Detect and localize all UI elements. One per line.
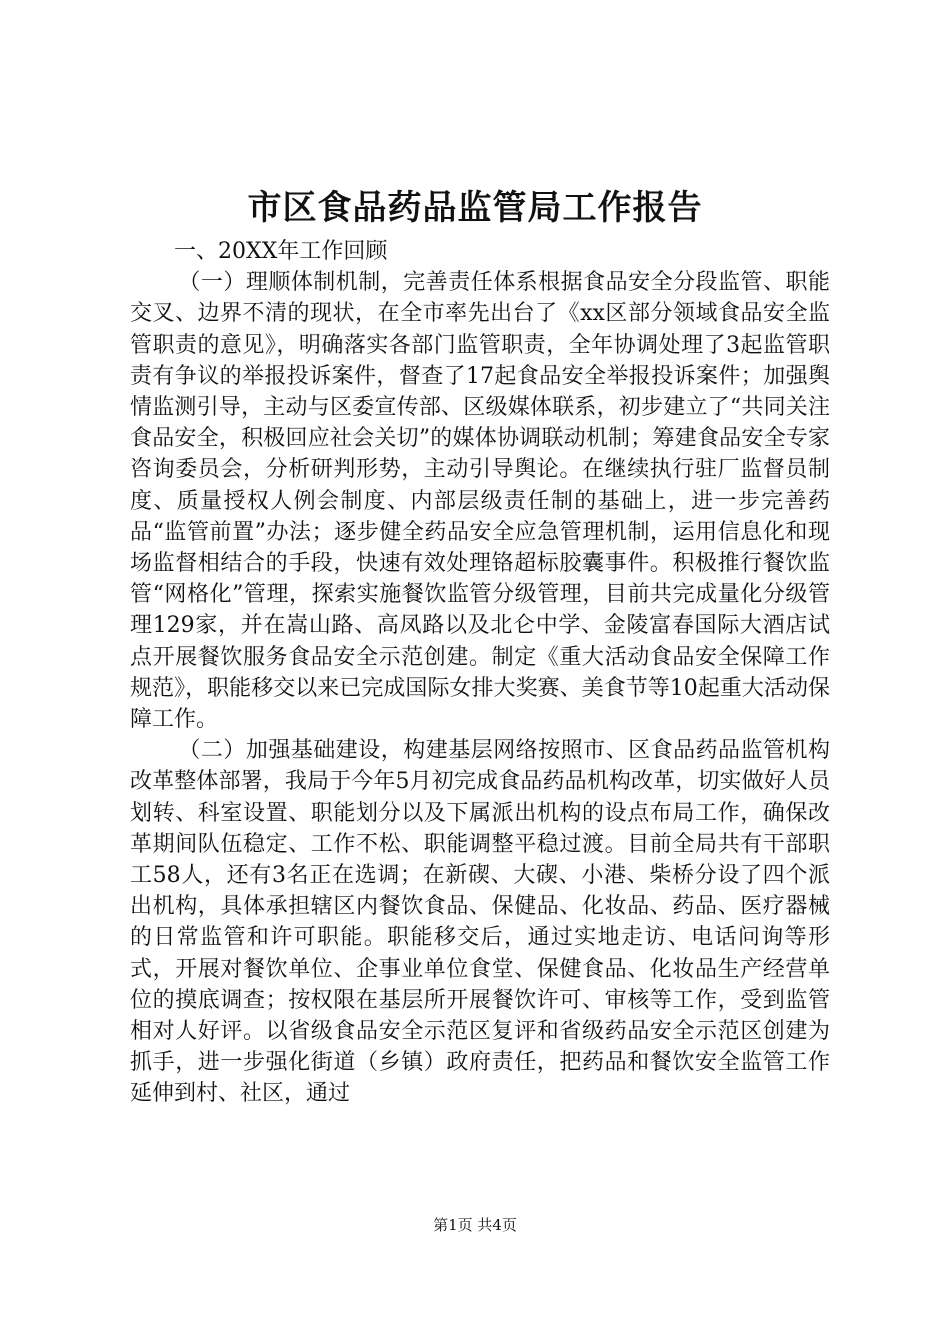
body-paragraph-2: （二）加强基础建设，构建基层网络按照市、区食品药品监管机构改革整体部署，我局于今年5月初完成食品药品机构改革，切实做好人员划转、科室设置、职能划分以及下属派出机构的设点布局工作，确保改革期间队伍稳定、工作不松、职能调整平稳过渡。目前全局共有干部职工58人，还有3名正在选调；在新碶、大碶、小港、柴桥分设了四个派出机构，具体承担辖区内餐饮食品、保健品、化妆品、药品、医疗器械的日常监管和许可职能。职能移交后，通过实地走访、电话问询等形式，开展对餐饮单位、企事业单位食堂、保健食品、化妆品生产经营单位的摸底调查；按权限在基层所开展餐饮许可、审核等工作，受到监管相对人好评。以省级食品安全示范区复评和省级药品安全示范区创建为抓手，进一步强化街道（乡镇）政府责任，把药品和餐饮安全监管工作延伸到村、社区，通过 — [130, 738, 830, 1107]
document-title: 市区食品药品监管局工作报告 — [247, 188, 703, 228]
body-paragraph-1: （一）理顺体制机制，完善责任体系根据食品安全分段监管、职能交叉、边界不清的现状，在全市率先出台了《xx区部分领域食品安全监管职责的意见》，明确落实各部门监管职责，全年协调处理了3起监管职责有争议的举报投诉案件，督查了17起食品安全举报投诉案件；加强舆情监测引导，主动与区委宣传部、区级媒体联系，初步建立了“共同关注食品安全，积极回应社会关切”的媒体协调联动机制；筹建食品安全专家咨询委员会，分析研判形势，主动引导舆论。在继续执行驻厂监督员制度、质量授权人例会制度、内部层级责任制的基础上，进一步完善药品“监管前置”办法；逐步健全药品安全应急管理机制，运用信息化和现场监督相结合的手段，快速有效处理铬超标胶囊事件。积极推行餐饮监管“网格化”管理，探索实施餐饮监管分级管理，目前共完成量化分级管理129家，并在嵩山路、高凤路以及北仑中学、金陵富春国际大酒店试点开展餐饮服务食品安全示范创建。制定《重大活动食品安全保障工作规范》，职能移交以来已完成国际女排大奖赛、美食节等10起重大活动保障工作。 — [130, 270, 830, 733]
page-footer: 第1页 共4页 — [433, 1216, 517, 1234]
document-body — [130, 236, 830, 1110]
section-heading: 一、20XX年工作回顾 — [174, 239, 388, 264]
